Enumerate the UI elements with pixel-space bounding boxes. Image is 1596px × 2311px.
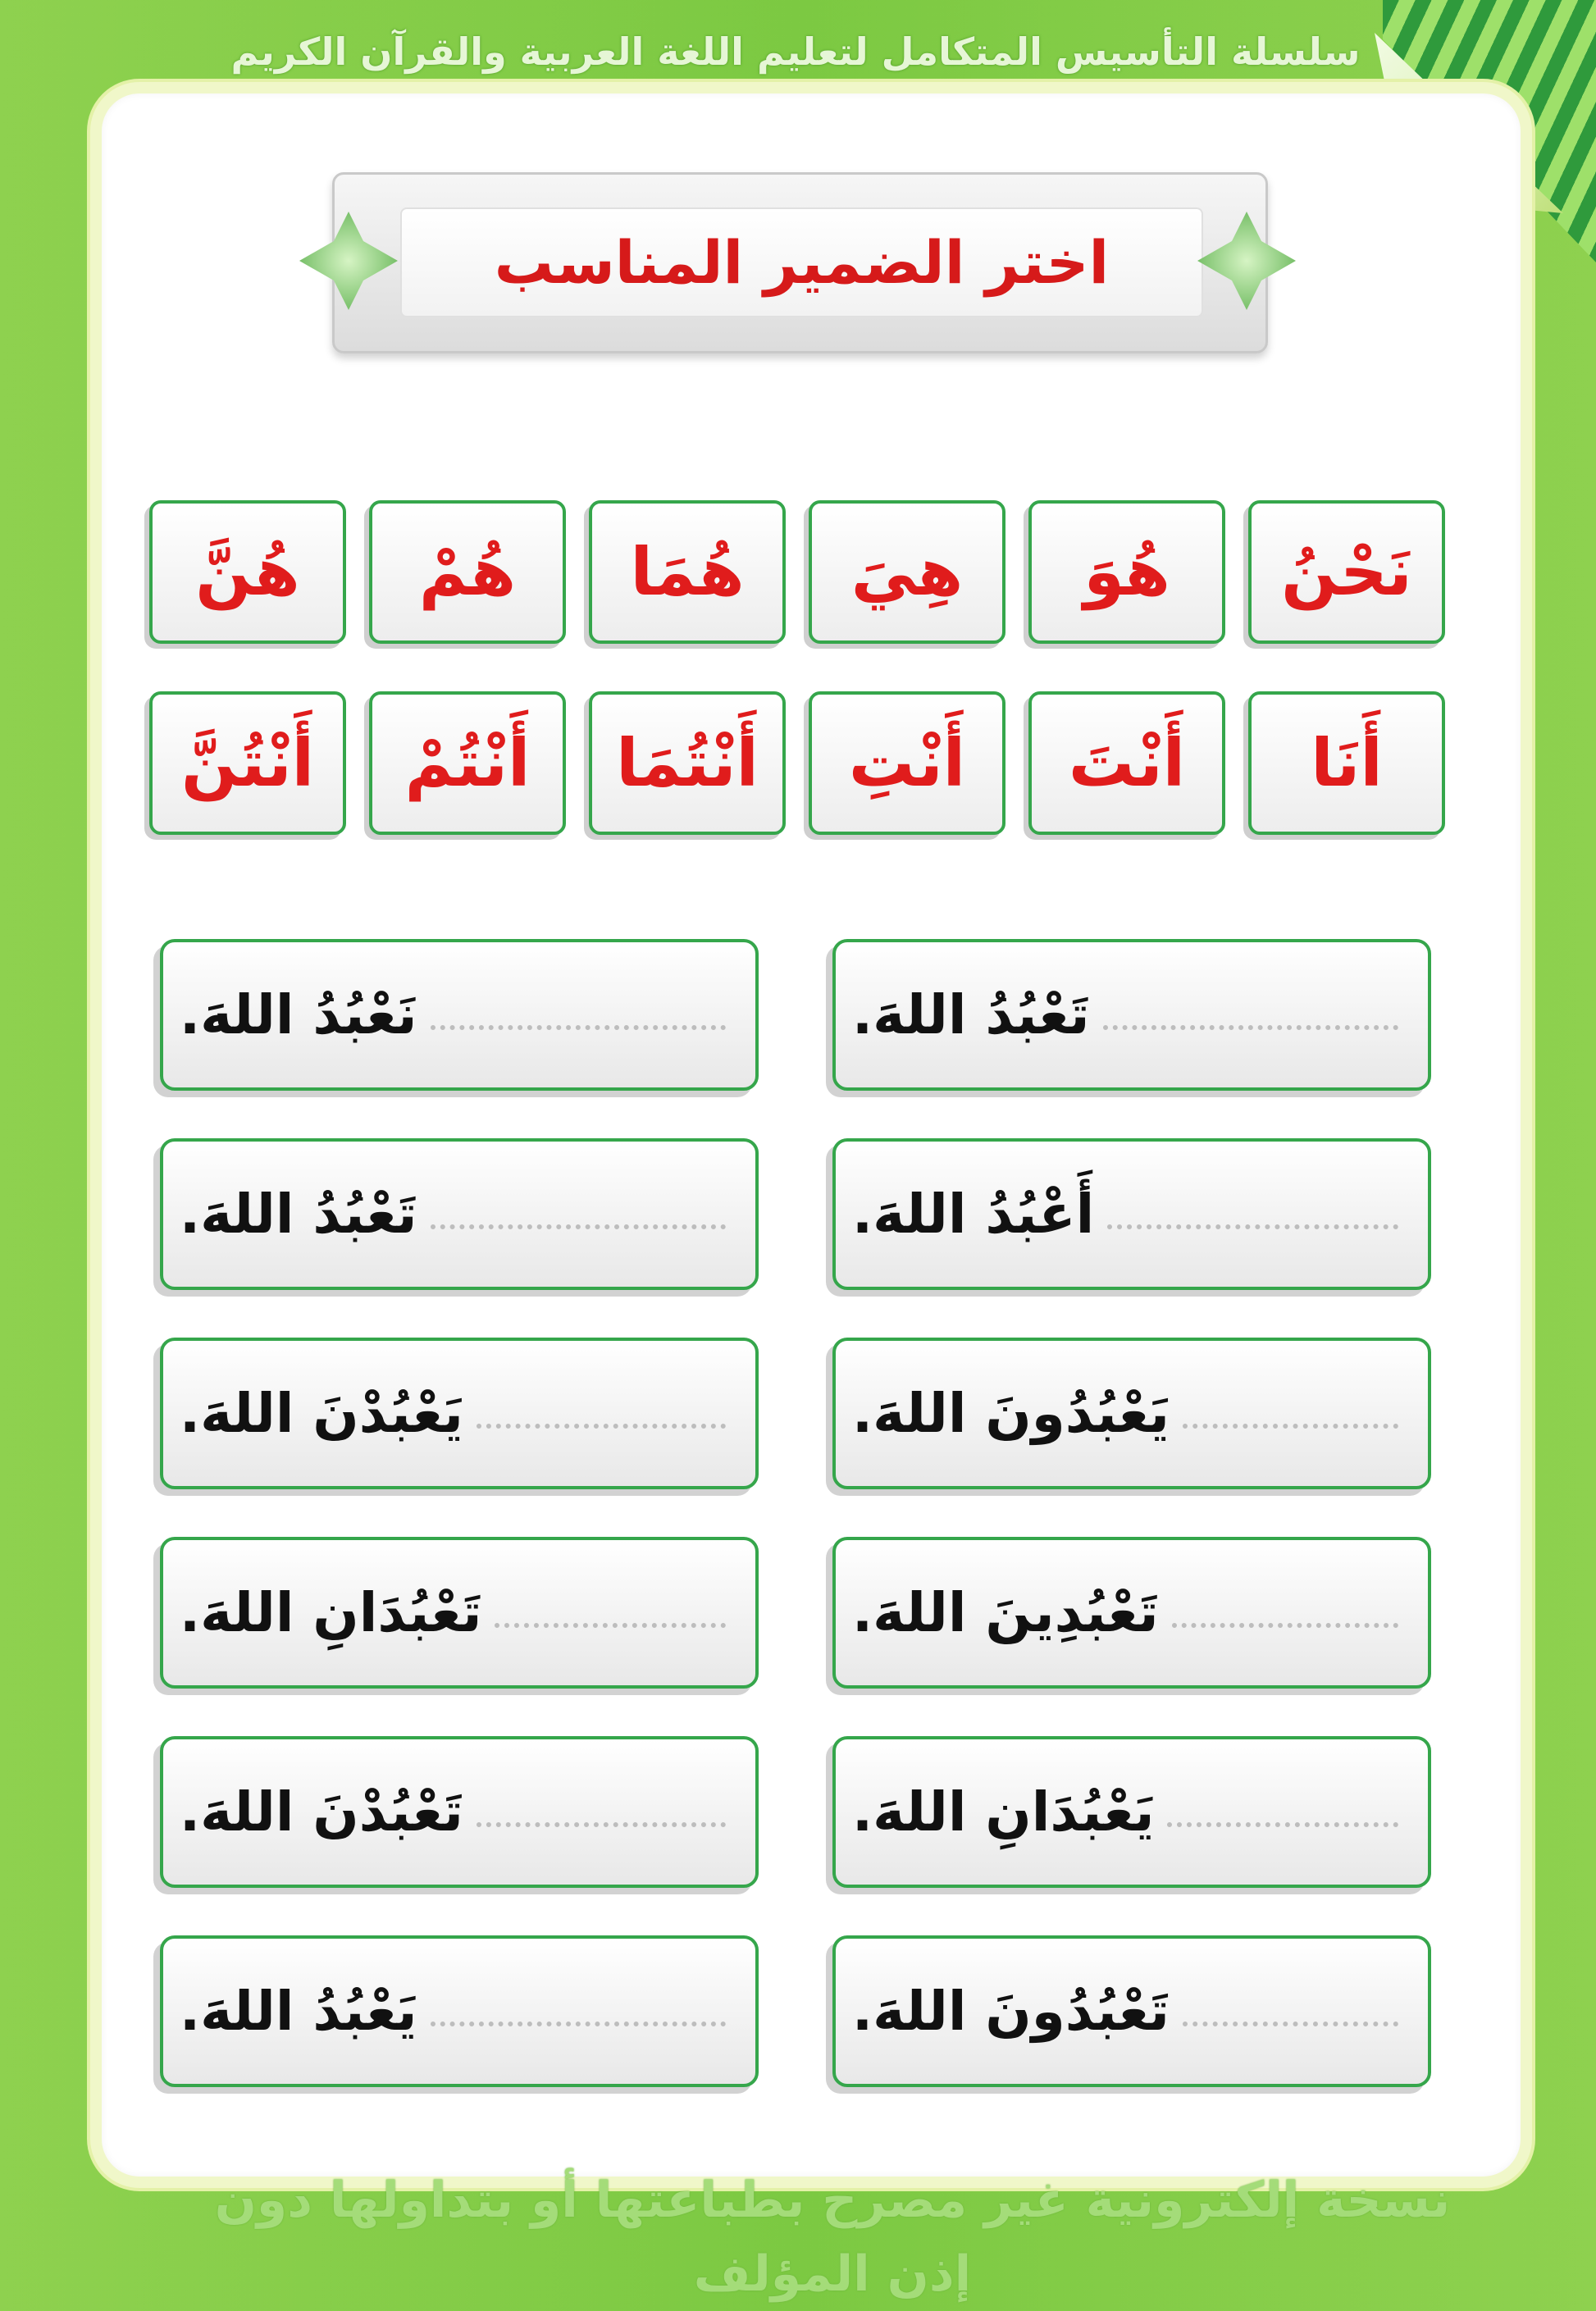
answer-blank[interactable] [477,1424,726,1429]
sentence-box[interactable] [832,1935,1431,2087]
sentence-grid [160,939,1431,2087]
pronoun-label: أَنْتُنَّ [180,724,315,801]
sentence-box[interactable] [832,1537,1431,1689]
sentence-box[interactable] [832,1138,1431,1290]
sentence-text: يَعْبُدُونَ اللهَ. [852,1381,1170,1445]
sentence-box[interactable] [160,1736,759,1888]
sentence-box[interactable] [160,1537,759,1689]
sentence-text: تَعْبُدْنَ اللهَ. [180,1780,463,1844]
pronoun-label: هُوَ [1083,533,1170,610]
sentence-text: تَعْبُدَانِ اللهَ. [180,1580,482,1644]
pronoun-card[interactable] [1028,691,1225,835]
sentence-box[interactable] [160,939,759,1091]
pronoun-card[interactable] [1028,500,1225,644]
pronoun-card[interactable] [149,691,346,835]
pronoun-card[interactable] [809,500,1005,644]
answer-blank[interactable] [431,1025,726,1030]
pronoun-label: هُنَّ [195,533,300,610]
sentence-text: يَعْبُدُ اللهَ. [180,1979,417,2043]
sentence-text: تَعْبُدُونَ اللهَ. [852,1979,1170,2043]
banner-scroll [332,172,1268,353]
answer-blank[interactable] [1183,1424,1398,1429]
answer-blank[interactable] [431,1224,726,1229]
pronoun-label: أَنْتَ [1068,724,1186,801]
title-banner [299,172,1296,353]
sentence-box[interactable] [160,1138,759,1290]
series-header: سلسلة التأسيس المتكامل لتعليم اللغة العربية والقرآن الكريم [230,30,1361,74]
pronoun-label: هُمْ [418,533,517,610]
sentence-text: تَعْبُدُ اللهَ. [852,982,1090,1046]
answer-blank[interactable] [1107,1224,1398,1229]
answer-blank[interactable] [1103,1025,1398,1030]
sentence-box[interactable] [832,1736,1431,1888]
footer-notice: نسخة إلكترونية غير مصرح بطباعتها أو بتداولها دون إذن المؤلف [214,2172,1451,2303]
pronoun-card[interactable] [369,500,566,644]
answer-blank[interactable] [1172,1623,1398,1628]
pronoun-card[interactable] [369,691,566,835]
pronoun-card[interactable] [809,691,1005,835]
exercise-title: اختر الضمير المناسب [494,228,1110,297]
pronoun-card[interactable] [1248,691,1445,835]
sentence-box[interactable] [160,1338,759,1489]
sentence-box[interactable] [832,939,1431,1091]
pronoun-card[interactable] [149,500,346,644]
answer-blank[interactable] [495,1623,726,1628]
pronoun-label: هُمَا [630,533,745,610]
answer-blank[interactable] [1183,2022,1398,2026]
pronoun-label: أَنْتُمَا [616,724,759,801]
pronoun-card[interactable] [589,500,786,644]
answer-blank[interactable] [1167,1822,1398,1827]
sentence-box[interactable] [832,1338,1431,1489]
pronoun-label: أَنْتُمْ [404,724,531,801]
pronoun-card[interactable] [1248,500,1445,644]
sentence-text: تَعْبُدِينَ اللهَ. [852,1580,1159,1644]
sentence-text: يَعْبُدْنَ اللهَ. [180,1381,463,1445]
sentence-box[interactable] [160,1935,759,2087]
sentence-text: نَعْبُدُ اللهَ. [180,982,417,1046]
sentence-text: أَعْبُدُ اللهَ. [852,1182,1095,1246]
sentence-text: تَعْبُدُ اللهَ. [180,1182,417,1246]
sentence-text: يَعْبُدَانِ اللهَ. [852,1780,1155,1844]
pronoun-label: أَنَا [1311,724,1383,801]
answer-blank[interactable] [477,1822,726,1827]
pronoun-label: أَنْتِ [848,724,966,801]
pronoun-card[interactable] [589,691,786,835]
pronoun-label: هِيَ [850,533,964,610]
pronoun-label: نَحْنُ [1281,533,1412,610]
pronoun-grid [149,500,1445,845]
banner-inner [400,207,1203,317]
answer-blank[interactable] [431,2022,726,2026]
